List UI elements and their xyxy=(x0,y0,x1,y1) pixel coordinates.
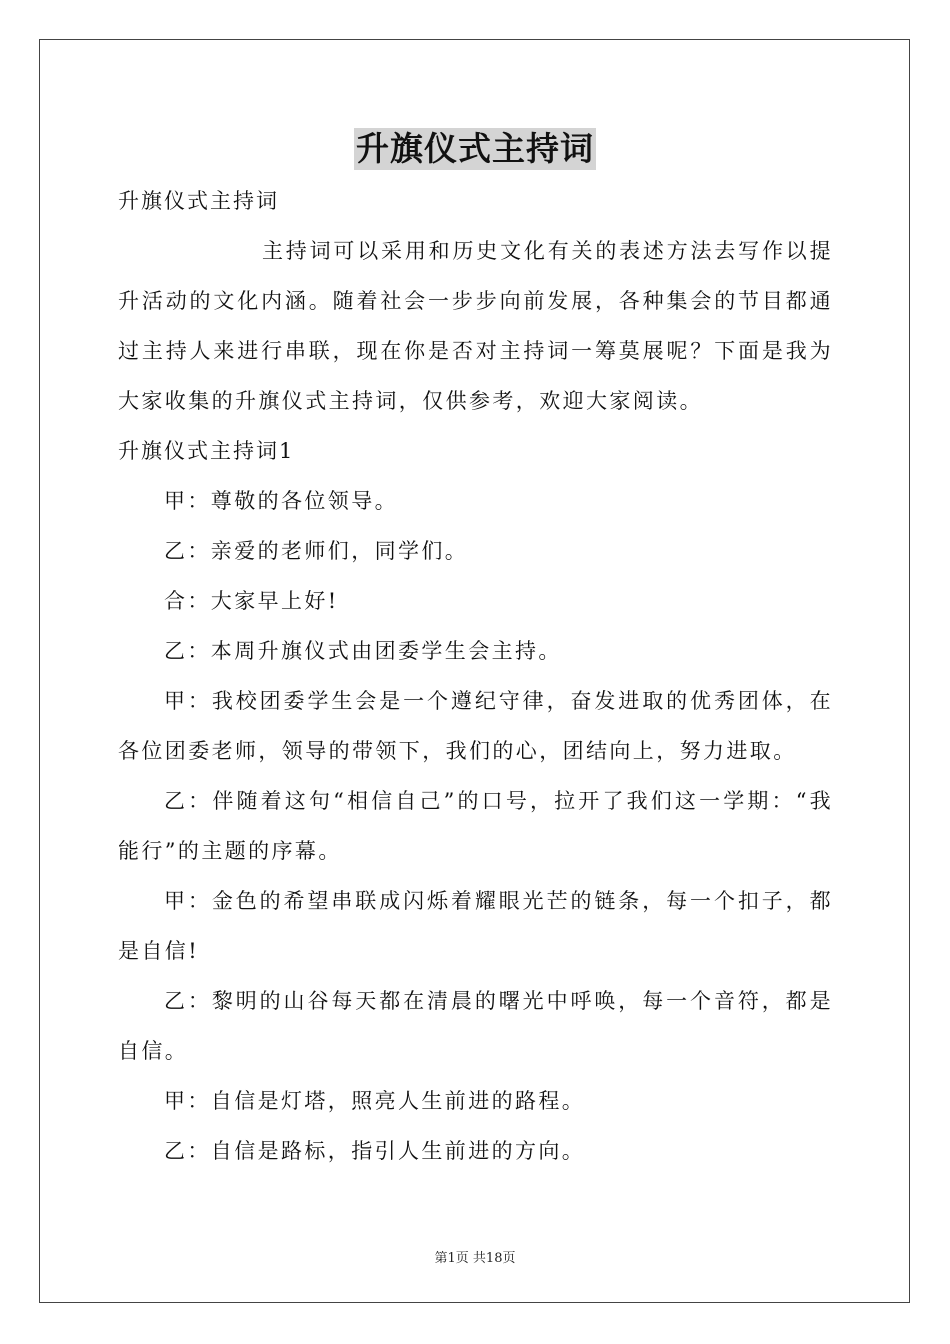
section-heading: 升旗仪式主持词1 xyxy=(118,439,295,463)
dialogue-paragraph: 甲：金色的希望串联成闪烁着耀眼光芒的链条，每一个扣子，都是自信! xyxy=(118,889,833,963)
dialogue-paragraph: 乙：自信是路标，指引人生前进的方向。 xyxy=(164,1139,586,1163)
title-container xyxy=(0,128,950,170)
dialogue-paragraph: 乙：伴随着这句“相信自己”的口号，拉开了我们这一学期：“我能行”的主题的序幕。 xyxy=(118,789,833,863)
dialogue-paragraph: 甲：尊敬的各位领导。 xyxy=(164,489,398,513)
document-body xyxy=(118,176,833,1176)
dialogue-paragraph: 甲：自信是灯塔，照亮人生前进的路程。 xyxy=(164,1089,586,1113)
dialogue-paragraph: 乙：本周升旗仪式由团委学生会主持。 xyxy=(164,639,562,663)
dialogue-paragraph: 乙：亲爱的老师们，同学们。 xyxy=(164,539,469,563)
page-footer: 第1页 共18页 xyxy=(434,1251,516,1266)
dialogue-paragraph: 乙：黎明的山谷每天都在清晨的曙光中呼唤，每一个音符，都是自信。 xyxy=(118,989,833,1063)
document-subtitle: 升旗仪式主持词 xyxy=(118,189,279,213)
dialogue-paragraph: 合：大家早上好! xyxy=(164,589,339,613)
intro-paragraph: 主持词可以采用和历史文化有关的表述方法去写作以提升活动的文化内涵。随着社会一步步向前发展，各种集会的节目都通过主持人来进行串联，现在你是否对主持词一筹莫展呢？下面是我为大家收集的升旗仪式主持词，仅供参考，欢迎大家阅读。 xyxy=(118,239,833,413)
document-title: 升旗仪式主持词 xyxy=(356,129,594,168)
dialogue-paragraph: 甲：我校团委学生会是一个遵纪守律，奋发进取的优秀团体，在各位团委老师，领导的带领下，我们的心，团结向上，努力进取。 xyxy=(118,689,833,763)
